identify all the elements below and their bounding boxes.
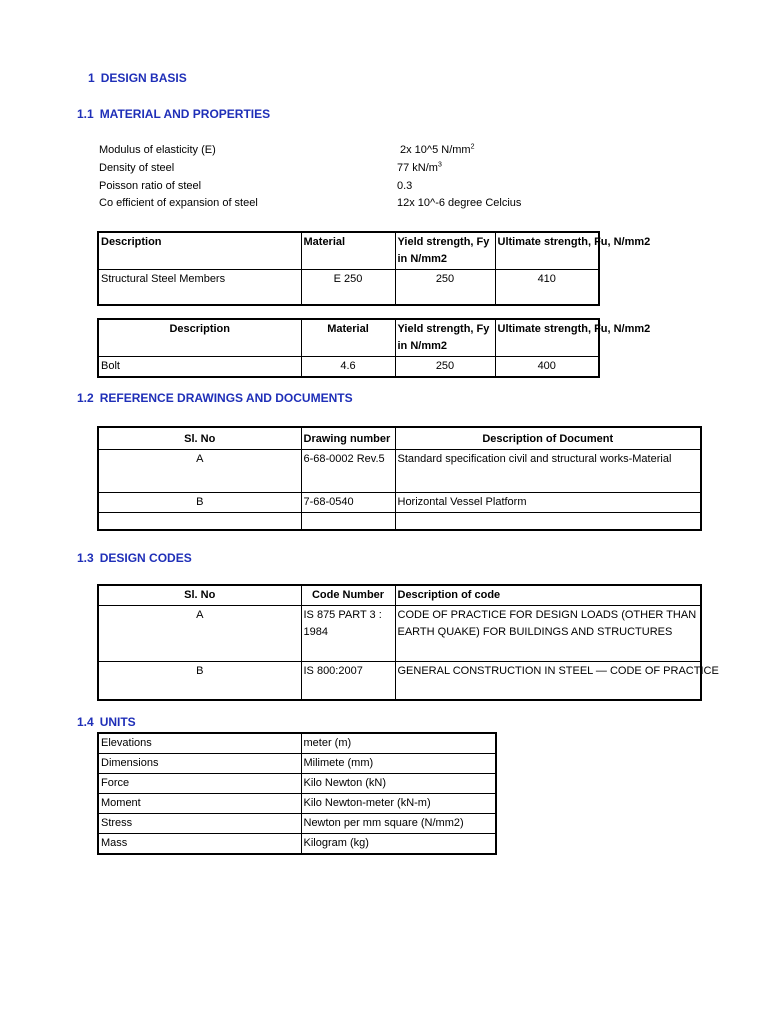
- table-row: [98, 662, 701, 700]
- table-cell: 6-68-0002 Rev.5: [301, 449, 395, 492]
- table-cell: Elevations: [98, 733, 301, 754]
- header-cell: Yield strength, Fy in N/mm2: [395, 319, 495, 357]
- header-cell: Yield strength, Fy in N/mm2: [395, 232, 495, 270]
- table-cell: Dimensions: [98, 754, 301, 774]
- header-cell: Ultimate strength, Fu, N/mm2: [495, 319, 599, 357]
- heading-title: UNITS: [99, 715, 136, 729]
- heading-number: 1.1: [77, 107, 94, 121]
- header-cell: Description: [98, 319, 301, 357]
- heading-number: 1: [88, 71, 95, 85]
- table-cell: A: [98, 449, 301, 492]
- table-cell: Force: [98, 774, 301, 794]
- table-row: [98, 814, 496, 834]
- heading-title: DESIGN CODES: [99, 551, 192, 565]
- table-cell: CODE OF PRACTICE FOR DESIGN LOADS (OTHER THAN EARTH QUAKE) FOR BUILDINGS AND STRUCTURES: [395, 606, 701, 662]
- table-cell: B: [98, 492, 301, 512]
- table-cell: 7-68-0540: [301, 492, 395, 512]
- property-row-modulus: [99, 144, 559, 161]
- table-cell: Stress: [98, 814, 301, 834]
- table-cell: Standard specification civil and structural works-Material: [395, 449, 701, 492]
- header-cell: Sl. No: [98, 585, 301, 606]
- header-cell: Sl. No: [98, 427, 301, 449]
- property-label: Modulus of elasticity (E): [99, 144, 216, 156]
- table-row: [98, 834, 496, 855]
- header-cell: Code Number: [301, 585, 395, 606]
- table-cell: Structural Steel Members: [98, 270, 301, 305]
- property-row-poisson: [99, 180, 559, 197]
- table-header-row: [98, 585, 701, 606]
- table-cell: 400: [495, 357, 599, 378]
- reference-drawings-table: [97, 426, 702, 531]
- property-label: Poisson ratio of steel: [99, 180, 202, 192]
- property-value: 12x 10^-6 degree Celcius: [397, 197, 522, 209]
- property-row-expansion: [99, 197, 559, 214]
- table-cell: [395, 512, 701, 530]
- units-table: [97, 732, 497, 855]
- heading-number: 1.3: [77, 551, 94, 565]
- header-cell: Material: [301, 232, 395, 270]
- table-header-row: [98, 319, 599, 357]
- header-cell: Description: [98, 232, 301, 270]
- property-value: 77 $kN/m^3$: [397, 161, 442, 174]
- table-row: [98, 449, 701, 492]
- heading-number: 1.4: [77, 715, 94, 729]
- table-cell: IS 800:2007: [301, 662, 395, 700]
- table-cell: Kilogram (kg): [301, 834, 496, 855]
- table-cell: 410: [495, 270, 599, 305]
- table-cell: A: [98, 606, 301, 662]
- bolt-properties-table: [97, 318, 651, 378]
- table-row: [98, 270, 599, 305]
- steel-properties-table: [97, 231, 651, 306]
- heading-number: 1.2: [77, 391, 94, 405]
- heading-title: DESIGN BASIS: [100, 71, 187, 85]
- property-row-density: [99, 162, 559, 179]
- heading-title: MATERIAL AND PROPERTIES: [99, 107, 271, 121]
- table-cell: B: [98, 662, 301, 700]
- table-row: [98, 774, 496, 794]
- heading-material-properties: [77, 107, 270, 121]
- table-cell: Bolt: [98, 357, 301, 378]
- table-cell: GENERAL CONSTRUCTION IN STEEL — CODE OF PRACTICE: [395, 662, 701, 700]
- table-row: [98, 606, 701, 662]
- table-cell: Mass: [98, 834, 301, 855]
- table-row: [98, 754, 496, 774]
- table-cell: E 250: [301, 270, 395, 305]
- table-cell: Milimete (mm): [301, 754, 496, 774]
- table-cell: Newton per mm square (N/mm2): [301, 814, 496, 834]
- heading-design-basis: [88, 71, 187, 85]
- table-cell: IS 875 PART 3 : 1984: [301, 606, 395, 662]
- table-cell: [98, 512, 301, 530]
- table-cell: Horizontal Vessel Platform: [395, 492, 701, 512]
- table-row: [98, 492, 701, 512]
- table-cell: Kilo Newton (kN): [301, 774, 496, 794]
- header-cell: Ultimate strength, Fu, N/mm2: [495, 232, 599, 270]
- table-cell: [301, 512, 395, 530]
- property-value: 2x 10^5 $N/mm^2$: [400, 143, 475, 156]
- heading-reference-drawings: [77, 391, 353, 405]
- table-cell: 4.6: [301, 357, 395, 378]
- table-row: [98, 357, 599, 378]
- heading-design-codes: [77, 551, 192, 565]
- table-cell: 250: [395, 270, 495, 305]
- property-label: Co efficient of expansion of steel: [99, 197, 258, 209]
- header-cell: Description of Document: [395, 427, 701, 449]
- header-cell: Drawing number: [301, 427, 395, 449]
- table-cell: Kilo Newton-meter (kN-m): [301, 794, 496, 814]
- table-row: [98, 733, 496, 754]
- header-cell: Description of code: [395, 585, 701, 606]
- heading-title: REFERENCE DRAWINGS AND DOCUMENTS: [99, 391, 353, 405]
- header-cell: Material: [301, 319, 395, 357]
- property-label: Density of steel: [99, 162, 175, 174]
- property-value: 0.3: [397, 180, 413, 192]
- design-codes-table: [97, 584, 719, 701]
- table-cell: 250: [395, 357, 495, 378]
- table-header-row: [98, 427, 701, 449]
- heading-units: [77, 715, 136, 729]
- table-header-row: [98, 232, 599, 270]
- table-row: [98, 512, 701, 530]
- table-cell: meter (m): [301, 733, 496, 754]
- table-row: [98, 794, 496, 814]
- table-cell: Moment: [98, 794, 301, 814]
